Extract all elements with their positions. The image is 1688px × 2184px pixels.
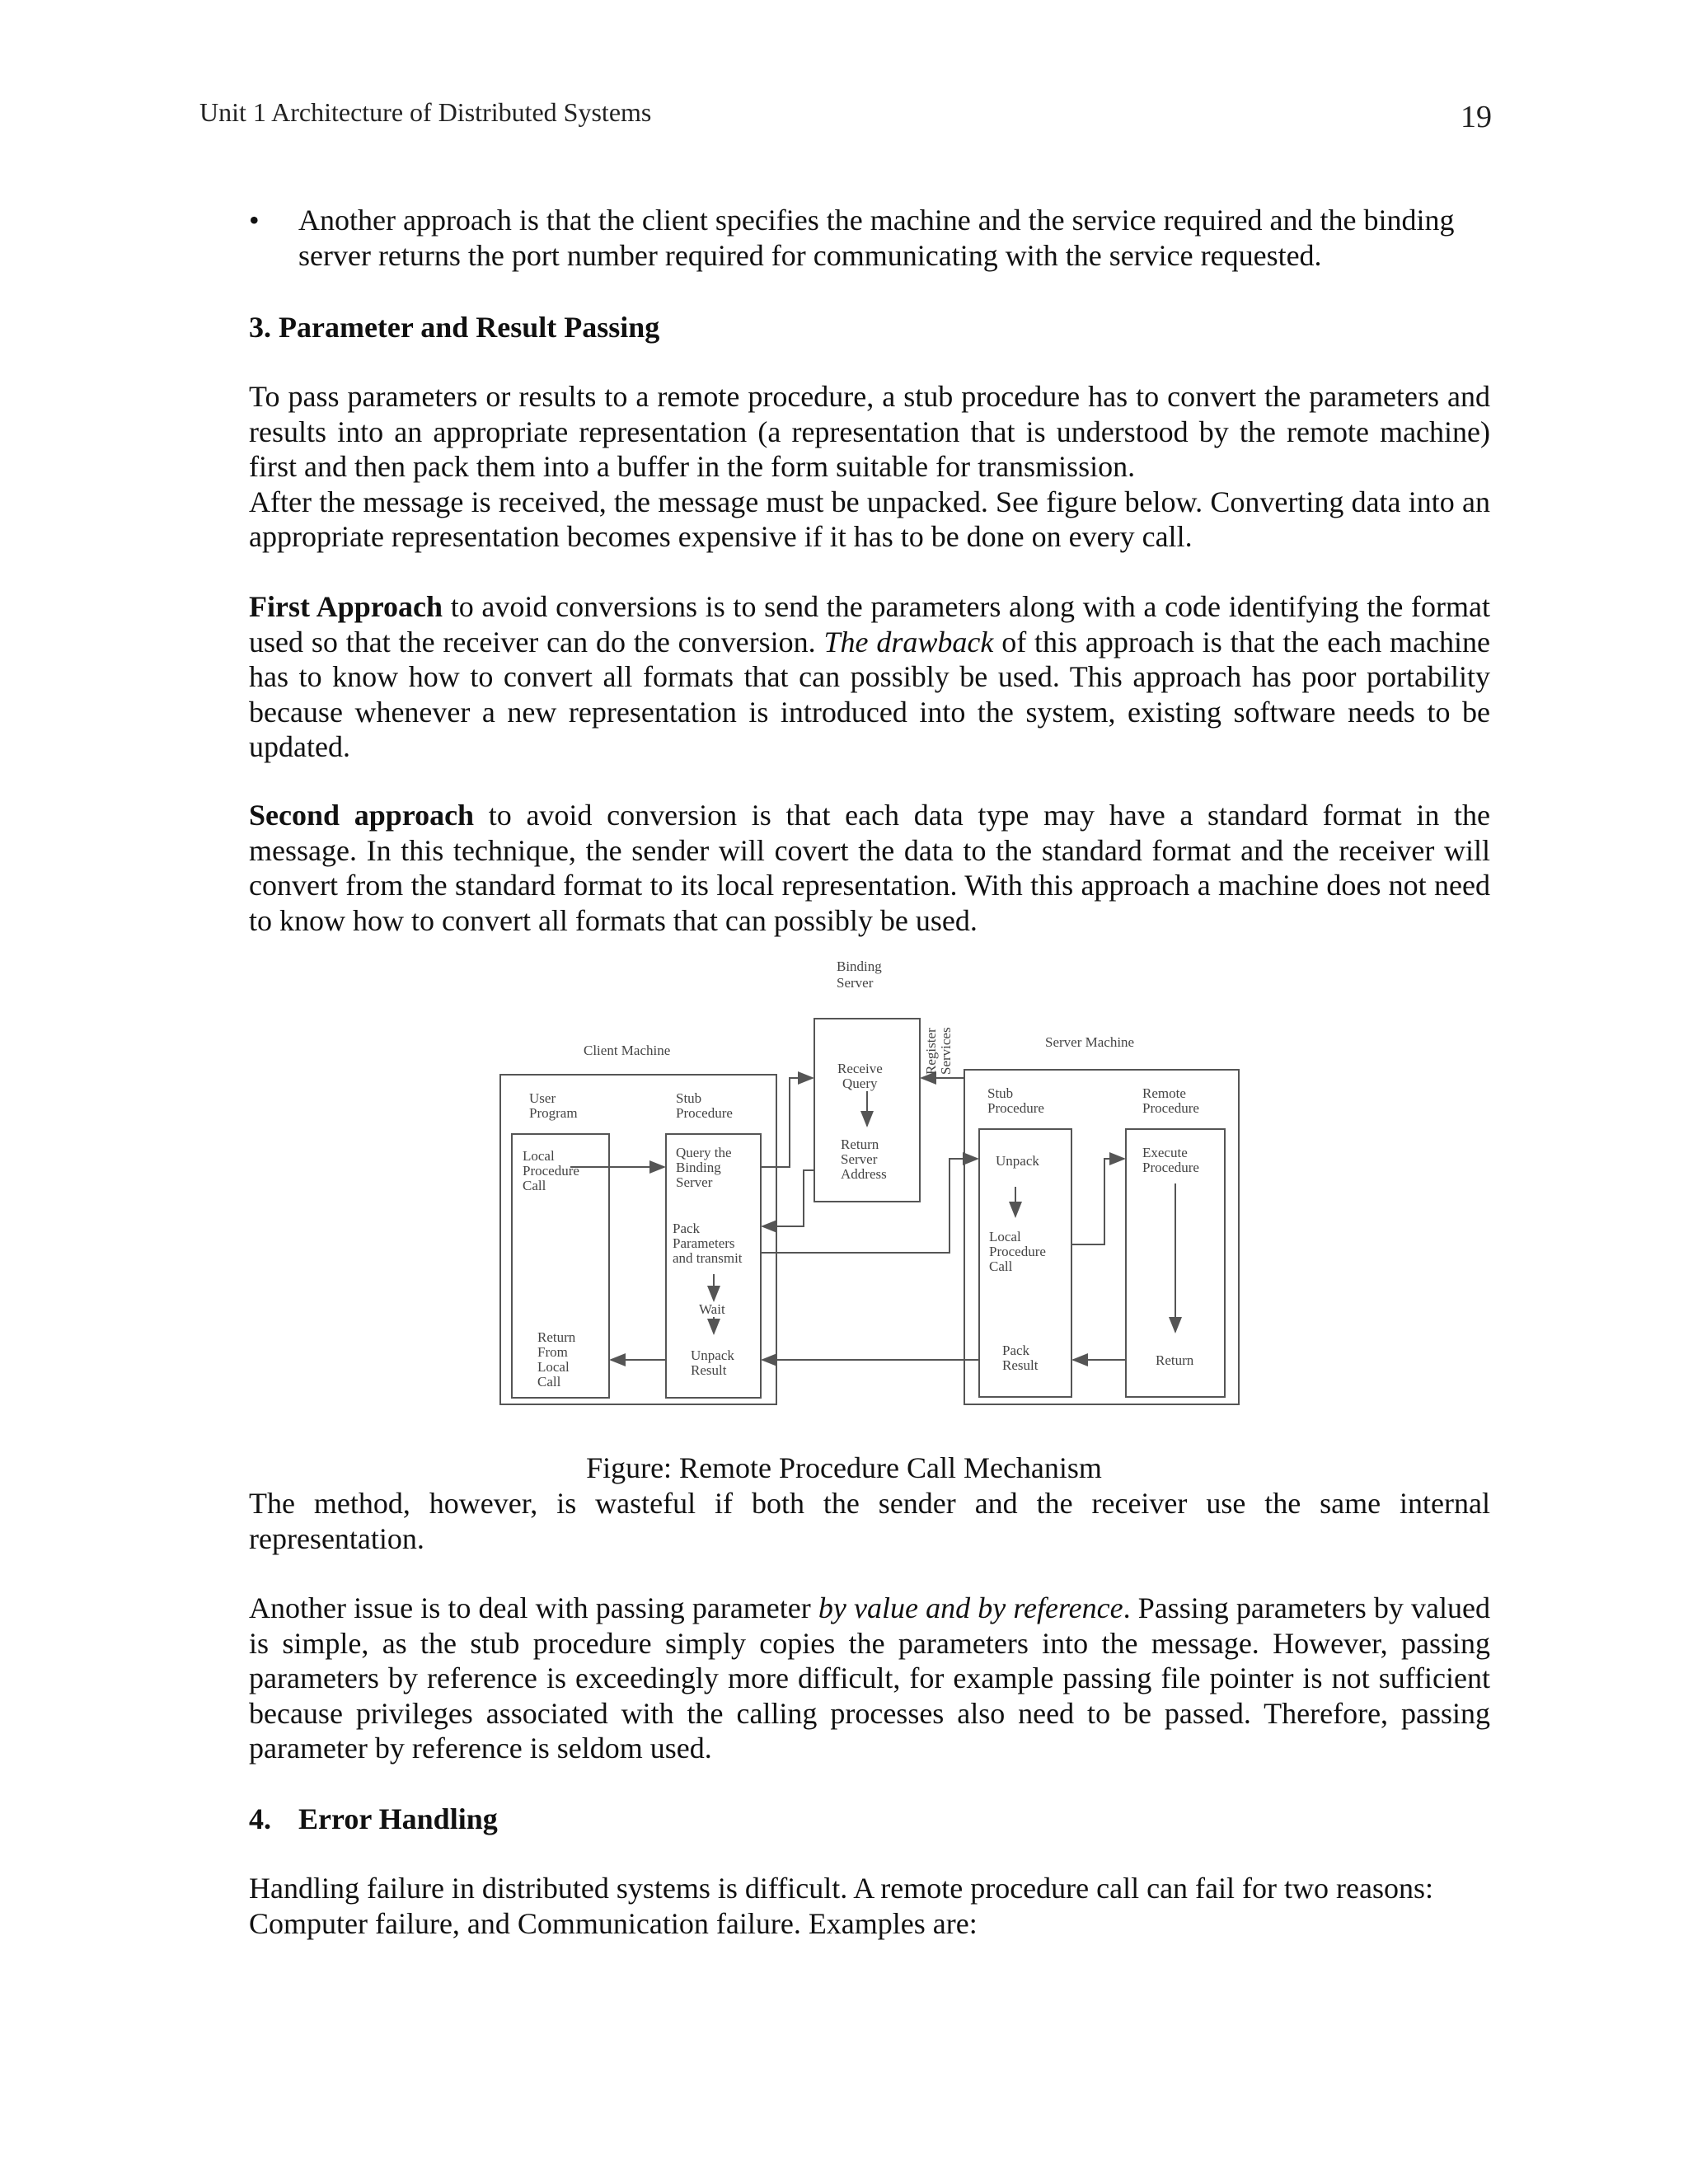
section-4-body: [249, 1871, 1490, 1941]
unpack-result-label: Unpack Result: [691, 1347, 734, 1378]
paragraph: To pass parameters or results to a remote procedure, a stub procedure has to convert the parameters and results into an appropriate representation (a representation that is understood by the remote machine) first and then pack them into a buffer in the form suitable for transmission.: [249, 380, 1490, 483]
remote-procedure-label: Remote Procedure: [1142, 1085, 1199, 1116]
binding-server-label: Binding Server: [837, 958, 882, 991]
register-services-label: RegisterServices: [923, 1027, 954, 1075]
paragraph: The method, however, is wasteful if both the sender and the receiver use the same internal representation.: [249, 1487, 1490, 1555]
paragraph: After the message is received, the message must be unpacked. See figure below. Converting data into an appropriate representation becomes expensive if it has to be done on every call.: [249, 485, 1490, 553]
section-4-heading: 4. Error Handling: [249, 1802, 498, 1835]
first-approach-label: First Approach: [249, 590, 443, 623]
receive-query-label: Receive Query: [837, 1061, 883, 1091]
query-binding-label: Query the Binding Server: [676, 1145, 732, 1190]
running-header: Unit 1 Architecture of Distributed Systems: [199, 97, 652, 127]
wait-label: Wait: [699, 1301, 725, 1317]
return-server-address-label: Return Server Address: [841, 1137, 887, 1182]
section-3-heading: 3. Parameter and Result Passing: [249, 311, 660, 344]
execute-procedure-label: Execute Procedure: [1142, 1145, 1199, 1175]
local-procedure-call-label: Local Procedure Call: [523, 1148, 579, 1193]
figure-caption: Figure: Remote Procedure Call Mechanism: [586, 1451, 1102, 1484]
page-number: 19: [1461, 100, 1492, 134]
first-approach-paragraph: First Approach to avoid conversions is to send the parameters along with a code identifying the format used so that the receiver can do the conversion. The drawback of this approach is that the each machine has to know how to convert all formats that can possibly be used. This approach has poor portability because whenever a new representation is introduced into the system, existing software needs to be updated.: [249, 590, 1491, 763]
second-approach-paragraph: Second approach to avoid conversion is that each data type may have a standard format in the message. In this technique, the sender will covert the data to the standard format and the receiver will convert from the standard format to its local representation. With this approach a machine does not need to know how to convert all formats that can possibly be used.: [249, 799, 1490, 937]
return-label: Return: [1156, 1352, 1194, 1368]
by-value-reference-term: by value and by reference: [818, 1591, 1123, 1624]
pack-parameters-label: Pack Parameters and transmit: [673, 1221, 743, 1266]
server-machine-label: Server Machine: [1045, 1034, 1135, 1050]
drawback-term: The drawback: [823, 625, 994, 658]
bullet-item: [249, 203, 1490, 273]
by-value-reference-paragraph: Another issue is to deal with passing parameter by value and by reference. Passing parameters by valued is simple, as the stub procedure simply copies the parameters into the message. However, passing parameters by reference is exceedingly more difficult, for example passing file pointer is not sufficient because privileges associated with the calling processes also need to be passed. Therefore, passing parameter by reference is seldom used.: [249, 1591, 1490, 1765]
rpc-mechanism-diagram: [478, 954, 1261, 1432]
server-stub-label: Stub Procedure: [987, 1085, 1044, 1116]
pack-result-label: Pack Result: [1002, 1343, 1039, 1373]
after-figure-paragraph: [249, 1486, 1490, 1556]
paragraph: Handling failure in distributed systems is difficult. A remote procedure call can fail for two reasons: Computer failure, and Communication failure. Examples are:: [249, 1872, 1433, 1940]
bullet-icon: •: [249, 204, 260, 237]
user-program-label: User Program: [529, 1090, 578, 1121]
bullet-text: Another approach is that the client specifies the machine and the service required and the binding server returns the port number required for communicating with the service requested.: [298, 204, 1455, 272]
return-from-local-label: Return From Local Call: [537, 1329, 576, 1390]
section-3-body: [249, 379, 1490, 555]
client-stub-label: Stub Procedure: [676, 1090, 733, 1121]
server-local-call-label: Local Procedure Call: [989, 1229, 1046, 1274]
unpack-label: Unpack: [996, 1153, 1039, 1169]
client-machine-label: Client Machine: [584, 1043, 671, 1058]
second-approach-label: Second approach: [249, 799, 475, 832]
